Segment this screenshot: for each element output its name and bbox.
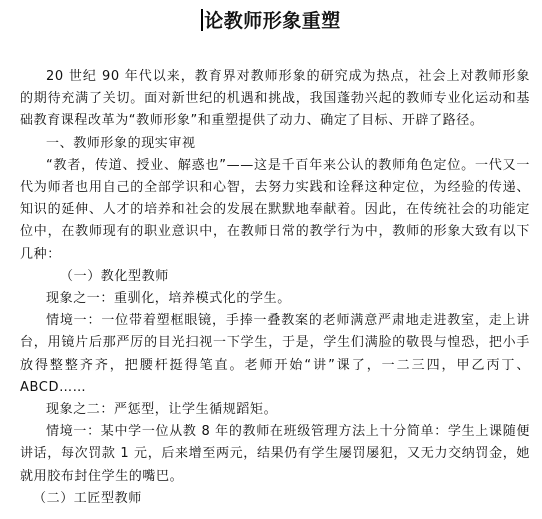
document-body [20,66,530,510]
title-row [0,6,542,32]
subsection-heading-1: （一）教化型教师 [60,268,169,284]
phenomenon-2: 现象之二：严惩型，让学生循规蹈矩。 [46,402,278,418]
scenario-2: 情境一：某中学一位从教 8 年的教师在班级管理方法上十分简单：学生上课随便讲话，每次罚款 1 元，后来增至两元，结果仍有学生屡罚屡犯，又无力交纳罚金，她就用胶布封住学生的嘴巴。 [20,424,530,484]
text-cursor [201,9,203,31]
section-heading-1: 一、教师形象的现实审视 [46,135,196,151]
document-title: 论教师形象重塑 [204,10,341,32]
scenario-1: 情境一：一位带着塑框眼镜，手捧一叠教案的老师满意严肃地走进教室，走上讲台，用镜片后那严厉的目光扫视一下学生，于是，学生们满脸的敬畏与惶恐，把小手放得整整齐齐，把腰杆挺得笔直。老师开始“讲”课了，一二三四，甲乙丙丁、ABCD…… [20,313,530,395]
intro-paragraph: 20 世纪 90 年代以来，教育界对教师形象的研究成为热点，社会上对教师形象的期待充满了关切。面对新世纪的机遇和挑战，我国蓬勃兴起的教师专业化运动和基础教育课程改革为“教师形象”和重塑提供了动力、确定了目标、开辟了路径。 [20,69,530,129]
phenomenon-1: 现象之一：重驯化，培养模式化的学生。 [46,291,291,307]
paragraph-teacher-role: “教者，传道、授业、解惑也”——这是千百年来公认的教师角色定位。一代又一代为师者也用自己的全部学识和心智，去努力实践和诠释这种定位，为经验的传递、知识的延伸、人才的培养和社会的发展在默默地奉献着。因此，在传统社会的功能定位中，在教师现有的职业意识中，在教师日常的教学行为中，教师的形象大致有以下几种： [20,157,530,262]
subsection-heading-2: （二）工匠型教师 [33,490,142,506]
